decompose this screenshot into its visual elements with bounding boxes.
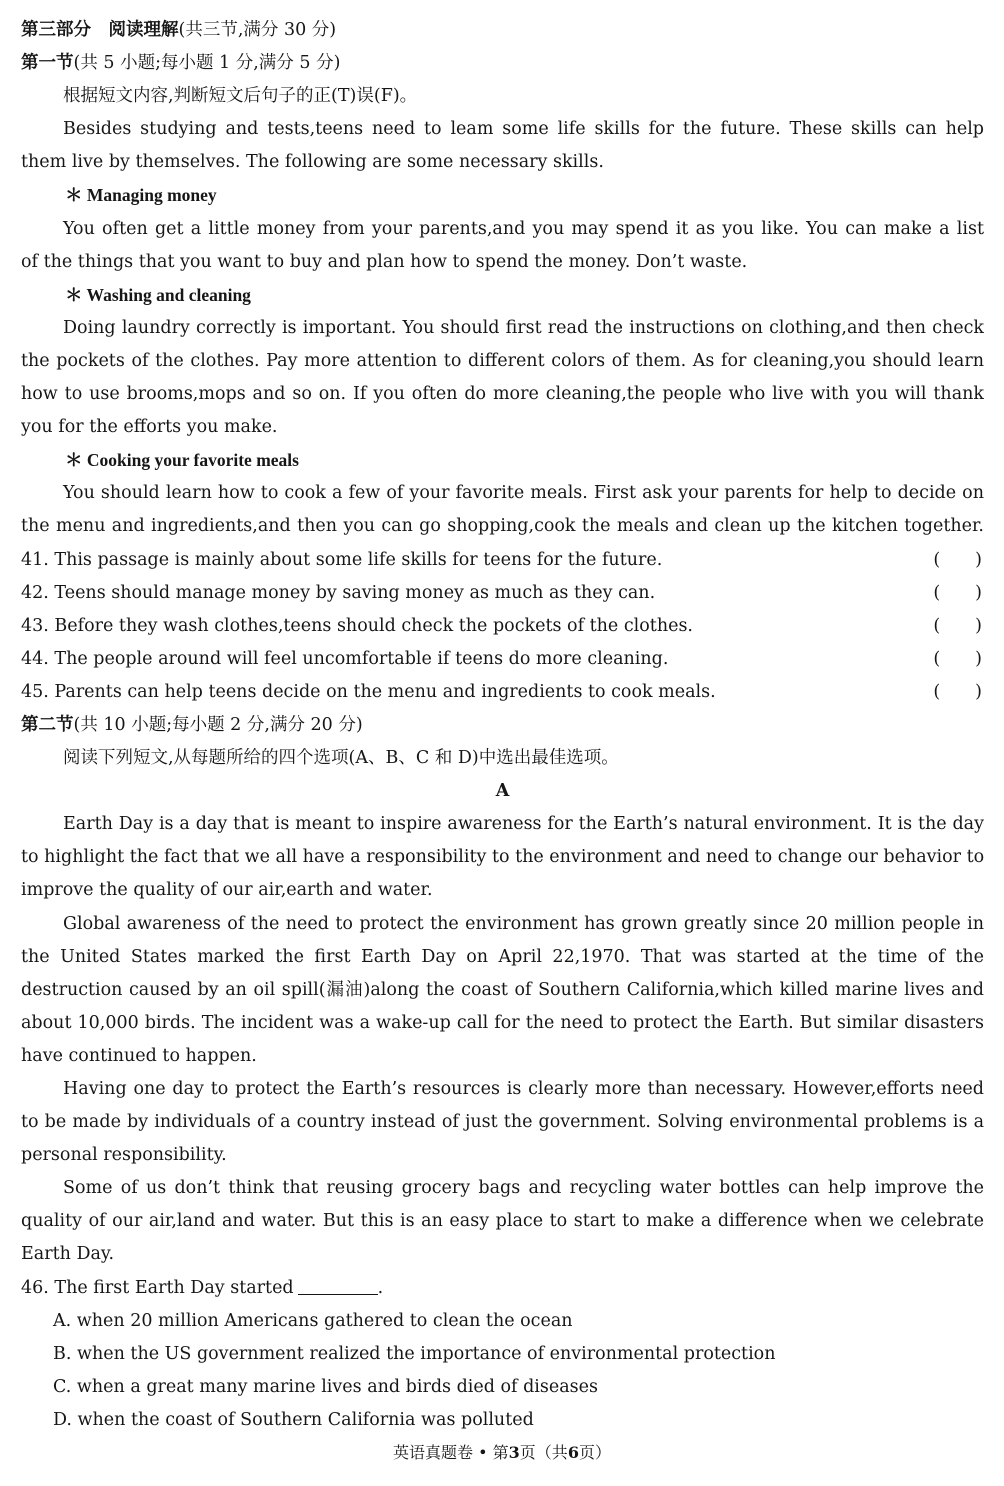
question-text: 44. The people around will feel uncomfortable if teens do more cleaning. [21,648,669,669]
passage-line: quality of our air,land and water. But this is an easy place to start to make a difference when we celebrate [21,1211,984,1232]
passage-line: to be made by individuals of a country instead of just the government. Solving environmental problems is a [21,1112,984,1133]
section2-instruction: 阅读下列短文,从每题所给的四个选项(A、B、C 和 D)中选出最佳选项。 [63,748,619,769]
page-footer [0,1438,1004,1468]
footer-separator: • [473,1443,493,1462]
section1-heading [21,47,984,80]
passage-line: personal responsibility. [21,1145,227,1166]
part-heading [21,14,984,47]
passage-line: Besides studying and tests,teens need to leam some life skills for the future. These skills can help [63,119,984,140]
passage-line: You often get a little money from your parents,and you may spend it as you like. You can make a list [63,218,984,239]
answer-blank[interactable] [298,1274,378,1295]
question-text: 41. This passage is mainly about some life skills for teens for the future. [21,549,663,570]
section2-heading [21,709,984,742]
exam-page [21,14,984,1437]
section1-instruction: 根据短文内容,判断短文后句子的正(T)误(F)。 [63,86,418,107]
total-pages: 6 [567,1443,579,1462]
section1-title: 第一节 [21,53,74,74]
question-stem: 46. The first Earth Day started [21,1277,294,1298]
section2-note: (共 10 小题;每小题 2 分,满分 20 分) [73,714,363,735]
question-46 [21,1272,984,1305]
tf-question-41 [21,544,984,577]
subheading-washing-cleaning: ＊ Washing and cleaning [65,284,251,305]
subheading-managing-money: ＊ Managing money [65,185,217,206]
passage-line: the pockets of the clothes. Pay more attention to different colors of them. As for cleaning,you should learn [21,350,984,371]
passage-line: of the things that you want to buy and plan how to spend the money. Don’t waste. [21,251,748,272]
option-b[interactable]: B. when the US government realized the importance of environmental protection [53,1343,776,1364]
passage-line: the United States marked the first Earth Day on April 22,1970. That was started at the time of the [21,946,984,967]
passage-line: Having one day to protect the Earth’s resources is clearly more than necessary. However,efforts need [63,1079,984,1099]
passage-line: about 10,000 birds. The incident was a wake-up call for the need to protect the Earth. But similar disasters [21,1012,984,1033]
option-a[interactable]: A. when 20 million Americans gathered to clean the ocean [53,1310,573,1331]
answer-blank[interactable]: ( ) [933,615,982,636]
question-text: 42. Teens should manage money by saving money as much as they can. [21,582,656,603]
option-d[interactable]: D. when the coast of Southern California was polluted [53,1409,534,1430]
passage-line: have continued to happen. [21,1045,257,1066]
answer-blank[interactable]: ( ) [933,648,982,669]
passage-line: improve the quality of our air,earth and water. [21,880,433,901]
question-text: 43. Before they wash clothes,teens should check the pockets of the clothes. [21,615,693,636]
page-number: 3 [508,1443,520,1462]
footer-page-post: 页（共 [519,1443,568,1462]
tf-question-42 [21,577,984,610]
part-title: 第三部分 阅读理解 [21,20,179,40]
section2-title: 第二节 [21,714,74,735]
answer-blank[interactable]: ( ) [933,582,982,603]
passage-line: Earth Day is a day that is meant to inspire awareness for the Earth’s natural environment. It is the day [63,814,984,835]
passage-line: how to use brooms,mops and so on. If you often do more cleaning,the people who live with you will thank [21,384,984,405]
passage-line: Global awareness of the need to protect the environment has grown greatly since 20 million people in [63,913,984,934]
answer-blank[interactable]: ( ) [933,681,982,702]
tf-question-43 [21,610,984,643]
passage-line: them live by themselves. The following are some necessary skills. [21,152,604,173]
passage-line: you for the efforts you make. [21,417,278,438]
passage-label: A [495,781,510,802]
passage-line: destruction caused by an oil spill(漏油)along the coast of Southern California,which killed marine lives and [21,979,984,1000]
tf-question-44 [21,643,984,676]
footer-page-pre: 第 [492,1443,509,1462]
tf-question-45 [21,676,984,709]
passage-line: Doing laundry correctly is important. You should first read the instructions on clothing,and then check [63,317,984,338]
footer-total-post: 页） [578,1443,611,1462]
part-note: (共三节,满分 30 分) [178,20,337,40]
subheading-cooking: ＊ Cooking your favorite meals [65,450,299,471]
option-c[interactable]: C. when a great many marine lives and birds died of diseases [53,1376,598,1397]
passage-line: Earth Day. [21,1244,115,1265]
footer-title: 英语真题卷 [393,1443,474,1462]
answer-blank[interactable]: ( ) [933,549,982,570]
passage-line: Some of us don’t think that reusing grocery bags and recycling water bottles can help improve the [63,1178,984,1199]
passage-line: to highlight the fact that we all have a responsibility to the environment and need to change our behavior to [21,847,984,868]
question-text: 45. Parents can help teens decide on the menu and ingredients to cook meals. [21,681,716,702]
question-end: . [377,1277,384,1298]
passage-line: You should learn how to cook a few of your favorite meals. First ask your parents for help to decide on [63,483,984,504]
section1-note: (共 5 小题;每小题 1 分,满分 5 分) [73,53,341,74]
passage-line: the menu and ingredients,and then you can go shopping,cook the meals and clean up the kitchen together. [21,516,984,537]
